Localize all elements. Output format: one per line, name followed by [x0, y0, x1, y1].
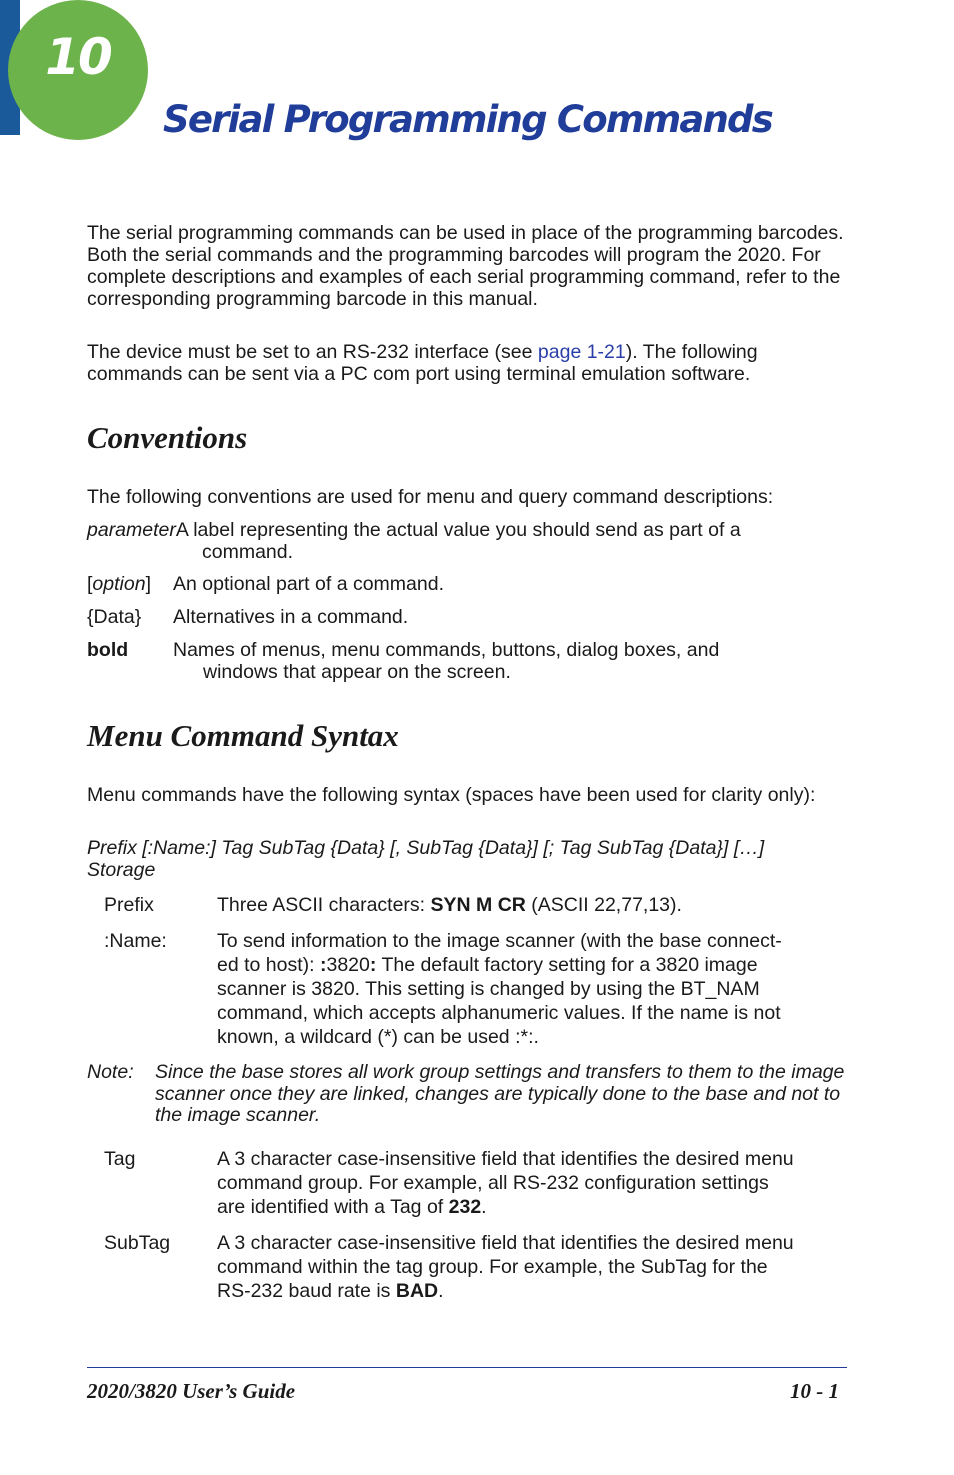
field-desc-text: .	[438, 1280, 444, 1302]
convention-desc-continued: command.	[202, 541, 294, 563]
chapter-title: Serial Programming Commands	[163, 98, 772, 141]
convention-desc: Alternatives in a command.	[173, 606, 409, 628]
field-desc-bold: 232	[448, 1196, 482, 1218]
footer-page-number: 10 - 1	[790, 1379, 839, 1403]
convention-desc	[173, 639, 823, 683]
field-desc-line: A 3 character case-insensitive field that identifies the desired menu	[217, 1232, 794, 1254]
bracket-close: ]	[145, 573, 151, 595]
field-desc-text: RS-232 baud rate is	[217, 1280, 396, 1302]
intro-paragraph-1: The serial programming commands can be used in place of the programming barcodes. Both the serial commands and the programming barcodes will program the 2020. For complete descriptions and examples of each serial programming command, refer to the corresponding programming barcode in this manual.	[87, 222, 844, 310]
field-desc-line: command group. For example, all RS-232 configuration settings	[217, 1172, 769, 1194]
field-term: :Name:	[104, 930, 167, 952]
convention-desc: An optional part of a command.	[173, 573, 444, 595]
field-desc-text: 3820	[326, 954, 370, 976]
field-term: Prefix	[104, 894, 154, 916]
convention-term: {Data}	[87, 606, 142, 628]
convention-term: parameter	[87, 519, 176, 541]
menu-syntax-lead: Menu commands have the following syntax (spaces have been used for clarity only):	[87, 784, 816, 806]
intro-paragraph-2-start: The device must be set to an RS-232 interface (see	[87, 341, 538, 363]
field-desc-line: command, which accepts alphanumeric values. If the name is not	[217, 1002, 781, 1024]
field-term: SubTag	[104, 1232, 171, 1254]
convention-desc-line: Names of menus, menu commands, buttons, dialog boxes, and	[173, 639, 720, 661]
field-desc-line: command within the tag group. For example, the SubTag for the	[217, 1256, 768, 1278]
field-desc-text: ed to host):	[217, 954, 320, 976]
intro-paragraph-2	[87, 341, 847, 385]
note-label: Note:	[87, 1061, 134, 1083]
field-term: Tag	[104, 1148, 136, 1170]
field-desc-bold: BAD	[395, 1280, 439, 1302]
syntax-line-storage: Storage	[87, 859, 156, 881]
page-link[interactable]: page 1-21	[537, 341, 626, 363]
field-desc-text: Three ASCII characters:	[217, 894, 431, 916]
field-desc-line: A 3 character case-insensitive field that identifies the desired menu	[217, 1148, 794, 1170]
field-desc-text: The default factory setting for a 3820 image	[376, 954, 758, 976]
syntax-line: Prefix [:Name:] Tag SubTag {Data} [, SubTag {Data}] [; Tag SubTag {Data}] […]	[87, 837, 765, 859]
field-desc-line	[217, 953, 847, 977]
menu-syntax-heading: Menu Command Syntax	[87, 718, 399, 753]
field-desc	[217, 1231, 847, 1303]
field-desc-line	[217, 1195, 847, 1219]
intro-paragraph-2-end: ). The following commands can be sent via a PC com port using terminal emulation software.	[87, 341, 758, 385]
field-desc-text: .	[481, 1196, 487, 1218]
convention-term: bold	[87, 639, 129, 661]
bracket-open: [	[87, 573, 93, 595]
convention-term: option	[92, 573, 146, 595]
field-desc-line: To send information to the image scanner (with the base connect-	[217, 930, 782, 952]
field-desc-bold: :	[319, 954, 327, 976]
convention-desc: A label representing the actual value you should send as part of a	[175, 519, 741, 541]
field-desc-text: are identified with a Tag of	[217, 1196, 449, 1218]
field-desc-text: (ASCII 22,77,13).	[525, 894, 682, 916]
note-text: Since the base stores all work group settings and transfers to them to the image scanner once they are linked, changes are typically done to the base and not to the image scanner.	[155, 1061, 845, 1126]
field-desc	[217, 1147, 847, 1219]
field-desc-bold: :	[369, 954, 377, 976]
footer-guide-title: 2020/3820 User’s Guide	[87, 1379, 296, 1403]
field-desc-line	[217, 1279, 847, 1303]
field-desc	[217, 893, 847, 917]
footer-divider	[87, 1367, 847, 1368]
conventions-heading: Conventions	[87, 420, 248, 455]
field-desc	[217, 929, 847, 1049]
convention-desc-line: windows that appear on the screen.	[203, 661, 511, 683]
field-desc-line: scanner is 3820. This setting is changed by using the BT_NAM	[217, 978, 760, 1000]
field-desc-bold: SYN M CR	[430, 894, 526, 916]
conventions-lead: The following conventions are used for menu and query command descriptions:	[87, 486, 774, 508]
field-desc-line: known, a wildcard (*) can be used :*:.	[217, 1026, 539, 1048]
chapter-number: 10	[45, 28, 111, 86]
